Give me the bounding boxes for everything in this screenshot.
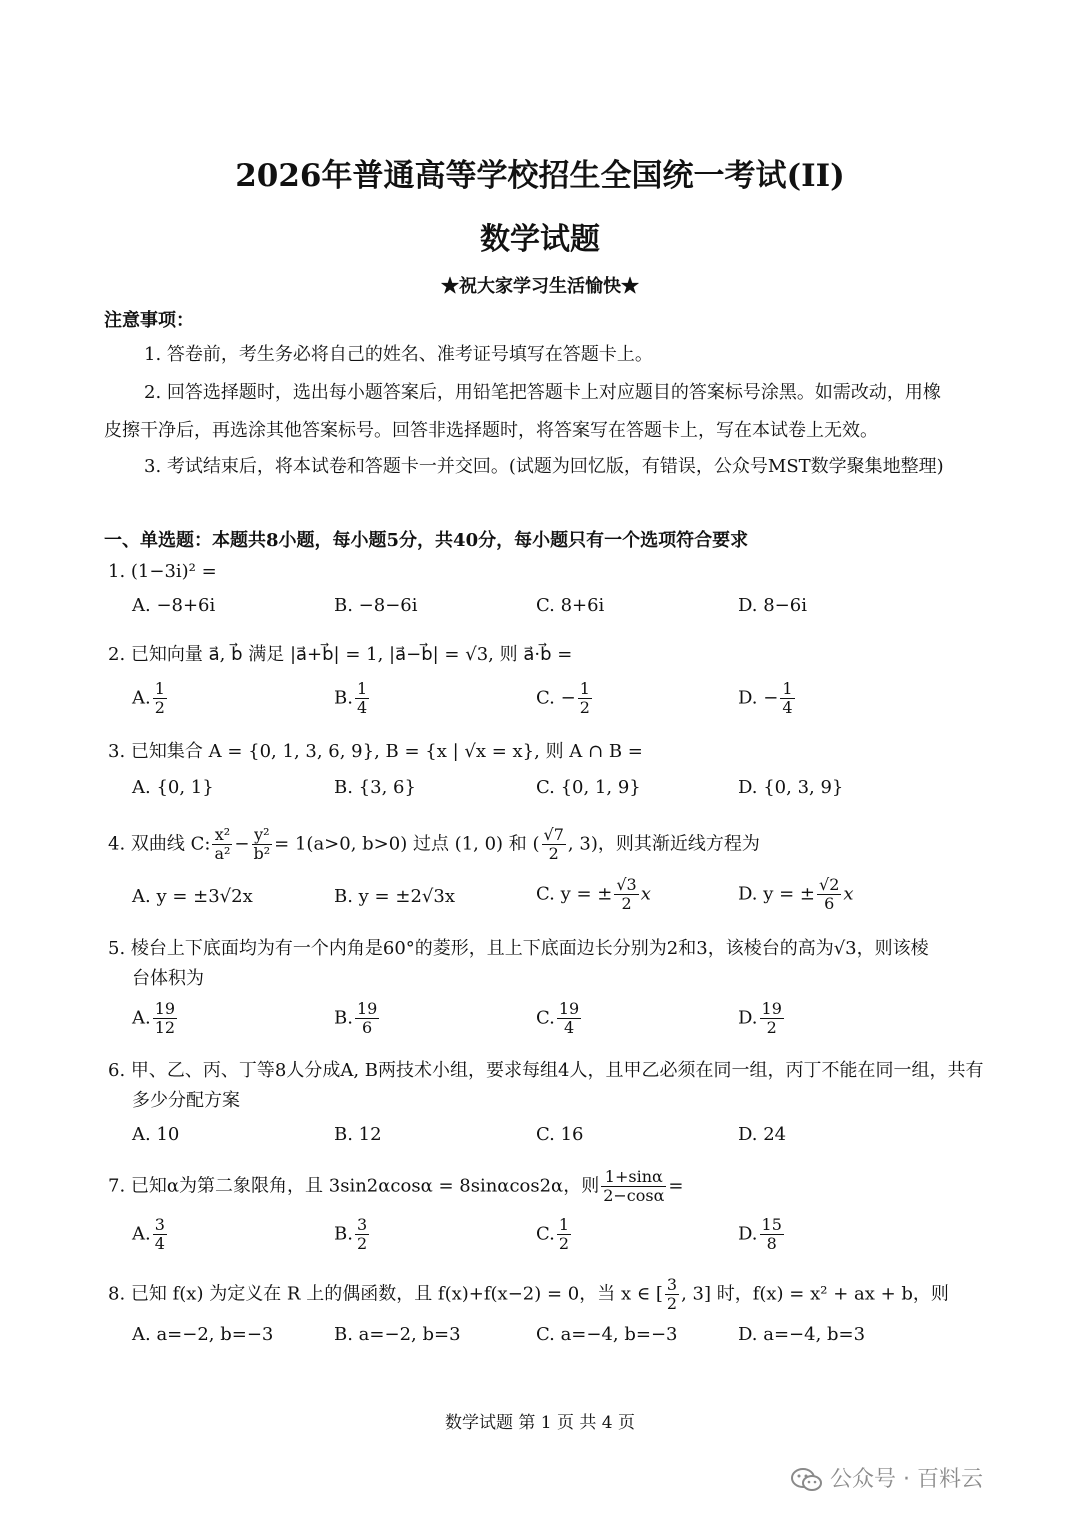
question-4-stem: 4. 双曲线 C: $\frac{\text{x²}}{\text{a²}}$ − $\frac{\text{y²}}{\text{b²}}$ = 1(a>0, b>0) 过点 (1, 0) 和 ( $\frac{√7}{2}$ , 3)，则其渐近线方程为 — [108, 825, 760, 863]
question-5-stem-cont: 台体积为 — [132, 968, 204, 989]
note-2-cont: 皮擦干净后，再选涂其他答案标号。回答非选择题时，将答案写在答题卡上，写在本试卷上无效。 — [104, 420, 878, 441]
q6-option-a: A. 10 — [132, 1124, 180, 1145]
q7-option-b: B. $\frac{3}{2}$ — [334, 1215, 368, 1253]
section-heading: 一、单选题：本题共8小题，每小题5分，共40分，每小题只有一个选项符合要求 — [104, 530, 749, 551]
q4-option-b: B. y = ±2√3x — [334, 886, 455, 907]
q4-option-a: A. y = ±3√2x — [132, 886, 253, 907]
q4-option-c: C. y = ± $\frac{√3}{2}$ x — [536, 875, 651, 913]
page-footer: 数学试题 第 1 页 共 4 页 — [444, 1413, 636, 1433]
q8-option-d: D. a=−4, b=3 — [738, 1324, 866, 1345]
q3-option-c: C. {0, 1, 9} — [536, 777, 641, 798]
question-8-stem: 8. 已知 f(x) 为定义在 R 上的偶函数，且 f(x)+f(x−2) = 0，当 x ∈ [ $\frac{3}{2}$ , 3] 时，f(x) = x² + ax + b，则 — [108, 1275, 949, 1313]
q8-option-c: C. a=−4, b=−3 — [536, 1324, 678, 1345]
q8-option-b: B. a=−2, b=3 — [334, 1324, 461, 1345]
q2-option-d: D. − $\frac{1}{4}$ — [738, 679, 793, 717]
q1-option-c: C. 8+6i — [536, 595, 605, 616]
q6-option-b: B. 12 — [334, 1124, 382, 1145]
question-2-stem: 2. 已知向量 a⃗, b⃗ 满足 |a⃗+b⃗| = 1, |a⃗−b⃗| = √3, 则 a⃗·b⃗ = — [108, 644, 573, 665]
q7-option-a: A. $\frac{3}{4}$ — [132, 1215, 165, 1253]
note-1: 1. 答卷前，考生务必将自己的姓名、准考证号填写在答题卡上。 — [144, 344, 653, 365]
note-3: 3. 考试结束后，将本试卷和答题卡一并交回。(试题为回忆版，有错误，公众号MST数学聚集地整理) — [144, 456, 944, 477]
q1-option-b: B. −8−6i — [334, 595, 418, 616]
q2-option-c: C. − $\frac{1}{2}$ — [536, 679, 590, 717]
question-6-stem-cont: 多少分配方案 — [132, 1090, 240, 1111]
q4-option-d: D. y = ± $\frac{√2}{6}$ x — [738, 875, 854, 913]
q2-option-b: B. $\frac{1}{4}$ — [334, 679, 368, 717]
q1-option-a: A. −8+6i — [132, 595, 216, 616]
note-2: 2. 回答选择题时，选出每小题答案后，用铅笔把答题卡上对应题目的答案标号涂黑。如需改动，用橡 — [144, 382, 941, 403]
q7-option-d: D. $\frac{15}{8}$ — [738, 1215, 782, 1253]
question-5-stem: 5. 棱台上下底面均为有一个内角是60°的菱形，且上下底面边长分别为2和3，该棱台的高为√3，则该棱 — [108, 938, 929, 959]
watermark — [790, 1462, 983, 1493]
question-1-stem: 1. (1−3i)² = — [108, 561, 217, 582]
notes-heading: 注意事项： — [104, 310, 194, 331]
q1-option-d: D. 8−6i — [738, 595, 807, 616]
q2-option-a: A. $\frac{1}{2}$ — [132, 679, 165, 717]
q6-option-d: D. 24 — [738, 1124, 787, 1145]
q7-option-c: C. $\frac{1}{2}$ — [536, 1215, 570, 1253]
question-6-stem: 6. 甲、乙、丙、丁等8人分成A, B两技术小组，要求每组4人，且甲乙必须在同一组，丙丁不能在同一组，共有 — [108, 1060, 984, 1081]
q3-option-a: A. {0, 1} — [132, 777, 214, 798]
q5-option-c: C. $\frac{19}{4}$ — [536, 999, 580, 1037]
q5-option-d: D. $\frac{19}{2}$ — [738, 999, 782, 1037]
q5-option-a: A. $\frac{19}{12}$ — [132, 999, 176, 1037]
question-7-stem: 7. 已知α为第二象限角，且 3sin2αcosα = 8sinαcos2α，则 $\frac{1+\sin\alpha}{2-\cos\alpha}$ = — [108, 1167, 684, 1205]
q5-option-b: B. $\frac{19}{6}$ — [334, 999, 378, 1037]
exam-title: 2026年普通高等学校招生全国统一考试(II) — [235, 158, 845, 194]
wechat-icon — [790, 1467, 824, 1493]
q6-option-c: C. 16 — [536, 1124, 584, 1145]
watermark-text: 公众号 · 百料云 — [830, 1467, 983, 1492]
motto: ★祝大家学习生活愉快★ — [441, 276, 639, 297]
question-3-stem: 3. 已知集合 A = {0, 1, 3, 6, 9}, B = {x | √x = x}, 则 A ∩ B = — [108, 741, 643, 762]
subject-title: 数学试题 — [480, 222, 600, 257]
q8-option-a: A. a=−2, b=−3 — [132, 1324, 274, 1345]
q3-option-d: D. {0, 3, 9} — [738, 777, 844, 798]
q3-option-b: B. {3, 6} — [334, 777, 416, 798]
